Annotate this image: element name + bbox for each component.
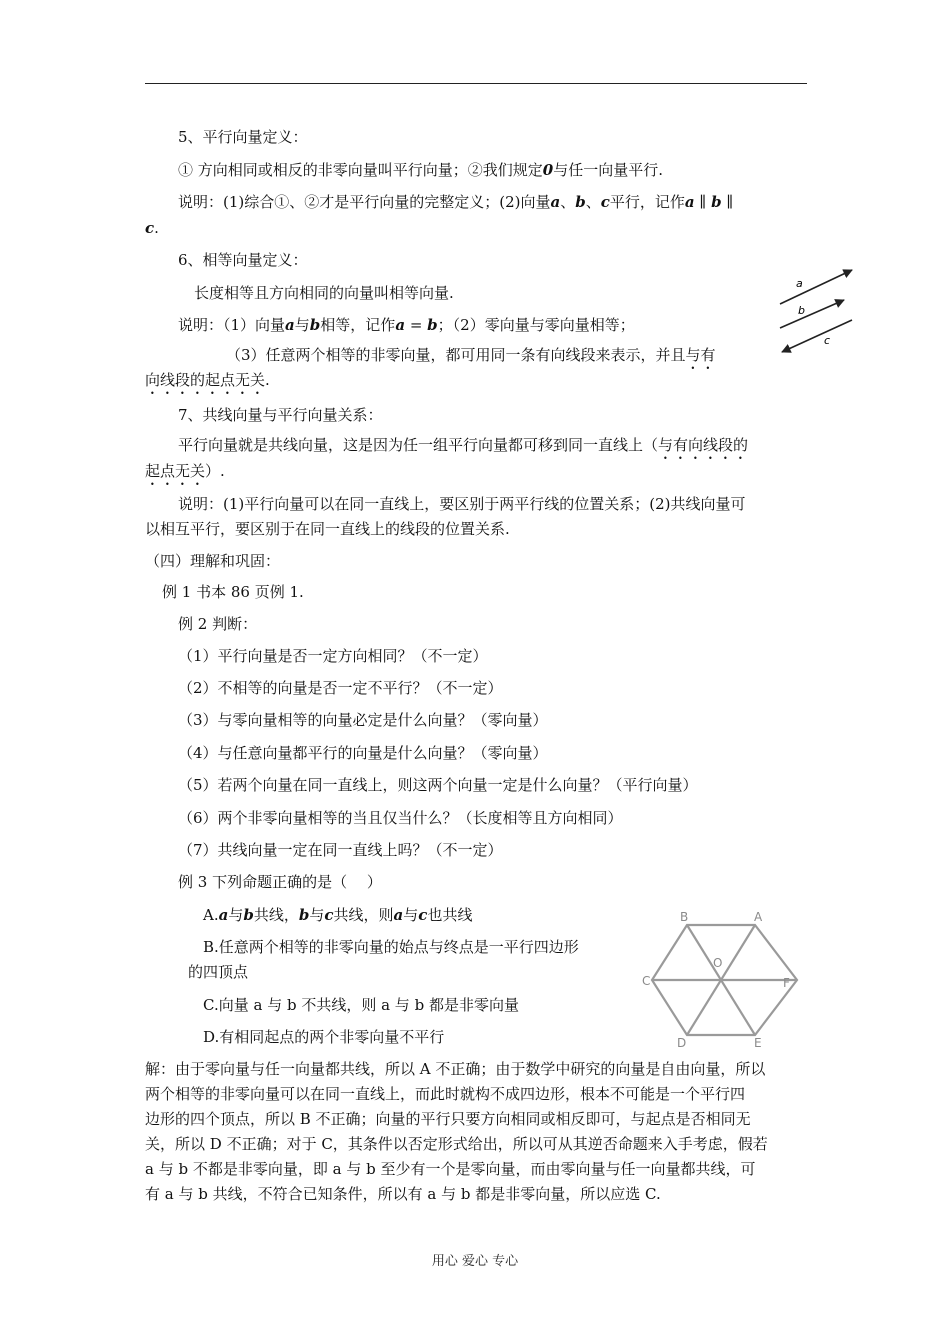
section-5-definition: ① 方向相同或相反的非零向量叫平行向量；②我们规定0与任一向量平行.	[178, 161, 663, 179]
section-5-note-cont: c.	[145, 219, 159, 237]
example-1: 例 1 书本 86 页例 1.	[162, 583, 304, 601]
example-3: 例 3 下列命题正确的是（ ）	[178, 873, 382, 891]
question-6: （6）两个非零向量相等的当且仅当什么？（长度相等且方向相同）	[178, 809, 623, 827]
vertex-label-d: D	[677, 1036, 687, 1050]
parallel-vectors-figure	[770, 262, 865, 362]
section-6-title: 6、相等向量定义：	[178, 251, 308, 269]
section-7-note: 说明：(1)平行向量可以在同一直线上，要区别于两平行线的位置关系；(2)共线向量可	[178, 495, 746, 513]
question-7: （7）共线向量一定在同一直线上吗？（不一定）	[178, 841, 503, 859]
solution-line-5: a 与 b 不都是非零向量，即 a 与 b 至少有一个是零向量，而由零向量与任一向量都共线，可	[145, 1160, 756, 1178]
page-footer: 用心 爱心 专心	[431, 1254, 519, 1269]
option-d: D.有相同起点的两个非零向量不平行	[203, 1028, 445, 1046]
section-4-title: （四）理解和巩固：	[145, 552, 281, 570]
example-2: 例 2 判断：	[178, 615, 258, 633]
solution-line-6: 有 a 与 b 共线，不符合已知条件，所以有 a 与 b 都是非零向量，所以应选 C.	[145, 1185, 661, 1203]
vertex-label-a: A	[754, 910, 763, 924]
option-a: A.a与b共线，b与c共线，则a与c也共线	[203, 906, 473, 924]
section-7-text: 平行向量就是共线向量，这是因为任一组平行向量都可移到同一直线上（与有向线段的	[178, 436, 749, 454]
question-2: （2）不相等的向量是否一定不平行？（不一定）	[178, 679, 503, 697]
question-1: （1）平行向量是否一定方向相同？（不一定）	[178, 647, 488, 665]
vertex-label-f: F	[783, 976, 790, 990]
vertex-label-e: E	[754, 1036, 762, 1050]
vector-zero: 0	[542, 161, 554, 179]
vertex-label-b: B	[680, 910, 689, 924]
section-6-note-1: 说明：（1）向量a与b相等，记作a = b；（2）零向量与零向量相等；	[178, 316, 635, 334]
vertex-label-o: O	[713, 956, 723, 970]
question-5: （5）若两个向量在同一直线上，则这两个向量一定是什么向量？（平行向量）	[178, 776, 698, 794]
label-a: a	[796, 277, 803, 290]
section-6-note-3: （3）任意两个相等的非零向量，都可用同一条有向线段来表示，并且与有	[226, 346, 716, 364]
vector-a-arrow	[780, 270, 852, 304]
solution-line-4: 关，所以 D 不正确；对于 C，其条件以否定形式给出，所以可从其逆否命题来入手考虑，假若	[145, 1135, 768, 1153]
section-5-title: 5、平行向量定义：	[178, 128, 308, 146]
option-b: B.任意两个相等的非零向量的始点与终点是一平行四边形	[203, 938, 579, 956]
solution-line-3: 边形的四个顶点，所以 B 不正确；向量的平行只要方向相同或相反即可，与起点是否相同无	[145, 1110, 751, 1128]
section-7-title: 7、共线向量与平行向量关系：	[178, 406, 383, 424]
vertex-label-c: C	[642, 974, 651, 988]
question-4: （4）与任意向量都平行的向量是什么向量？（零向量）	[178, 744, 548, 762]
section-7-text-cont: 起点无关）.	[145, 462, 225, 480]
vector-c-arrow	[782, 320, 852, 352]
section-6-definition: 长度相等且方向相同的向量叫相等向量.	[194, 284, 454, 302]
section-6-note-3-cont: 向线段的起点无关.	[145, 371, 270, 389]
option-b-cont: 的四顶点	[188, 963, 249, 981]
header-rule	[145, 83, 807, 84]
question-3: （3）与零向量相等的向量必定是什么向量？（零向量）	[178, 711, 548, 729]
vector-b-arrow	[780, 300, 844, 328]
hexagon-figure	[642, 905, 802, 1050]
section-7-note-cont: 以相互平行，要区别于在同一直线上的线段的位置关系.	[145, 520, 510, 538]
label-c: c	[824, 334, 831, 347]
option-c: C.向量 a 与 b 不共线，则 a 与 b 都是非零向量	[203, 996, 519, 1014]
label-b: b	[798, 304, 805, 317]
solution-line-1: 解：由于零向量与任一向量都共线，所以 A 不正确；由于数学中研究的向量是自由向量，所以	[145, 1060, 766, 1078]
section-5-note: 说明：(1)综合①、②才是平行向量的完整定义；(2)向量a、b、c平行，记作a ∥ b ∥	[178, 193, 734, 211]
solution-line-2: 两个相等的非零向量可以在同一直线上，而此时就构不成四边形，根本不可能是一个平行四	[145, 1085, 746, 1103]
